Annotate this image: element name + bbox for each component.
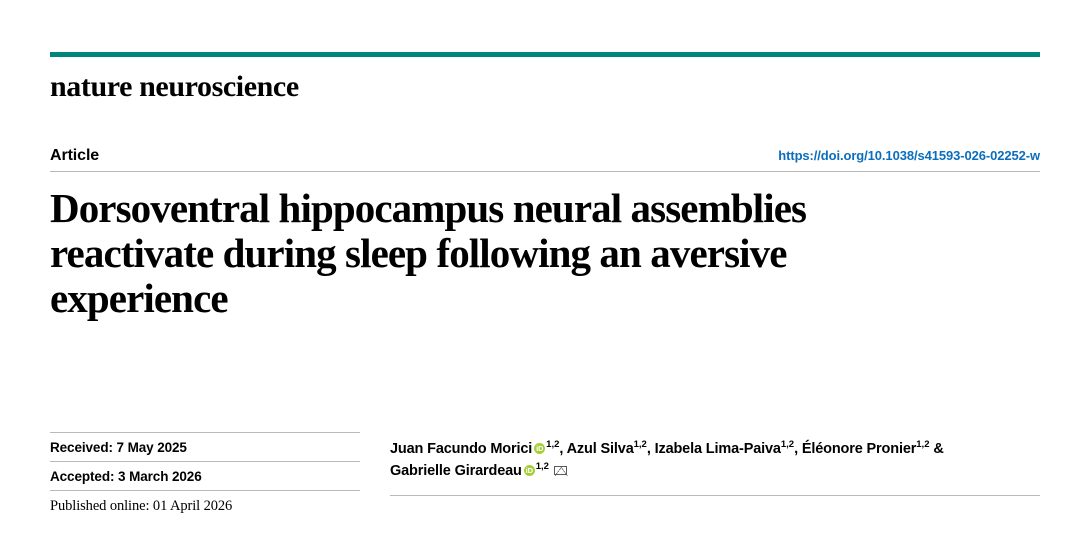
author-separator-2: , Izabela Lima-Paiva	[646, 441, 781, 457]
corresponding-author-email-icon[interactable]	[554, 466, 567, 475]
author-affiliation-5: 1,2	[535, 461, 549, 473]
orcid-icon[interactable]	[524, 465, 535, 476]
author-separator-1: , Azul Silva	[559, 441, 634, 457]
author-name-5[interactable]: Gabrielle Girardeau	[390, 463, 522, 480]
divider-under-authors	[390, 495, 1040, 496]
accepted-date: Accepted: 3 March 2026	[50, 469, 202, 484]
author-separator-3: , Éléonore Pronier	[794, 441, 917, 457]
journal-masthead: nature neuroscience	[50, 70, 299, 103]
dates-column	[50, 432, 360, 521]
author-list	[390, 432, 1040, 483]
page-content	[50, 0, 1040, 349]
orcid-icon[interactable]	[534, 443, 545, 454]
author-affiliation-1: 1,2	[546, 439, 560, 451]
authors-column	[360, 432, 1040, 521]
author-affiliation-3: 1,2	[780, 439, 795, 451]
author-affiliation-4: 1,2	[916, 439, 930, 451]
article-type-row	[50, 147, 1040, 165]
published-date: Published online: 01 April 2026	[50, 498, 233, 514]
author-name-1[interactable]: Juan Facundo Morici	[390, 441, 533, 457]
page-title: Dorsoventral hippocampus neural assemblies reactivate during sleep following an aversive experience	[50, 185, 807, 322]
divider-under-article-type	[50, 171, 1040, 172]
received-date: Received: 7 May 2025	[50, 440, 187, 455]
doi-link[interactable]: https://doi.org/10.1038/s41593-026-02252-w	[778, 148, 1040, 163]
metadata-block	[50, 432, 1040, 521]
journal-accent-rule	[50, 52, 1040, 57]
article-type-label: Article	[50, 147, 100, 164]
author-affiliation-2: 1,2	[633, 439, 647, 451]
author-conjunction: &	[929, 441, 944, 457]
